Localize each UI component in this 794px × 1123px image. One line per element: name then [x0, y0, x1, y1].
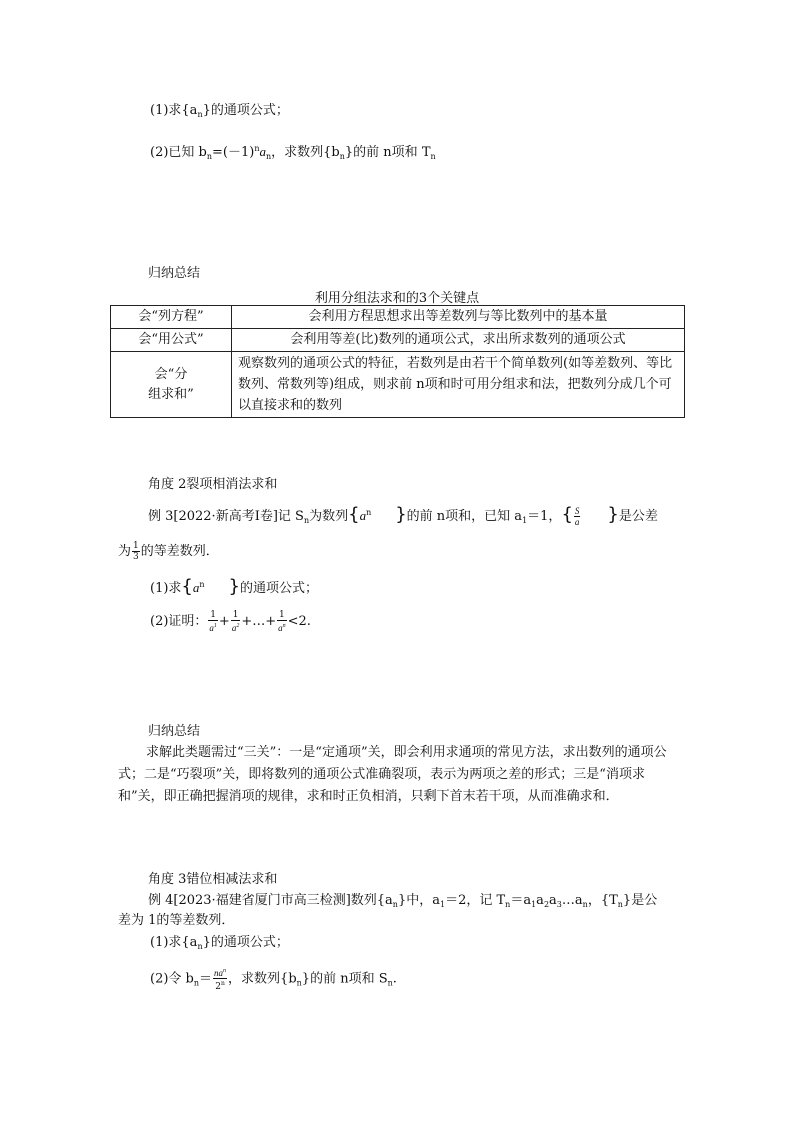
text: (2)证明：: [150, 614, 208, 629]
text: 例 3[2022·新高考Ⅰ卷]记 S: [148, 509, 304, 524]
text: a: [359, 508, 367, 523]
text: ＝a: [510, 893, 532, 908]
text: (1)求{a: [150, 103, 198, 118]
fraction: [132, 541, 140, 562]
summary-label-2: 归纳总结: [148, 724, 201, 739]
text: a: [192, 580, 200, 595]
text: 2: [215, 982, 221, 992]
example-4-part-1: [150, 935, 289, 955]
subscript: n: [387, 978, 393, 988]
subscript: n: [206, 152, 213, 161]
key-line: 组求和”: [148, 386, 194, 402]
text: }是公: [622, 893, 658, 908]
text: .: [392, 971, 397, 987]
brace-icon: }: [395, 504, 407, 525]
question-part-2: [150, 141, 436, 165]
text: 为数列: [309, 509, 349, 524]
text: ＝2，记 T: [445, 893, 506, 908]
numerator: [213, 966, 227, 979]
text: <2.: [287, 614, 311, 629]
text: 是公差: [618, 509, 658, 524]
numerator: S: [574, 506, 580, 516]
text: ＝1，: [527, 509, 562, 524]
subscript: 3: [556, 900, 562, 909]
subscript: 1: [522, 516, 528, 525]
denominator: a: [574, 517, 580, 527]
subscript: n: [266, 152, 272, 161]
text: a: [549, 893, 557, 908]
brace-icon: {: [561, 504, 573, 525]
subscript: n: [339, 152, 345, 161]
example-4-line-2: 差为 1的等差数列．: [118, 913, 235, 928]
key-points-table: [110, 305, 685, 418]
fraction: [213, 966, 227, 992]
example-3-part-1: [150, 577, 318, 597]
text: na: [214, 968, 224, 978]
angle3-heading: 角度 3错位相减法求和: [148, 872, 278, 887]
denominator: $a^n$: [278, 623, 286, 633]
text: a: [259, 144, 266, 159]
superscript: n: [220, 980, 225, 987]
text: a: [536, 893, 544, 908]
text: ，{T: [587, 893, 618, 908]
text: }的前 n项和 S: [301, 971, 388, 987]
example-3-line-1: [148, 505, 658, 529]
text: 为: [118, 544, 132, 559]
subscript: 1: [531, 900, 537, 909]
text: (2)已知 b: [150, 145, 207, 160]
text: }的通项公式；: [202, 935, 289, 950]
numerator: 1: [133, 541, 139, 551]
angle2-heading: 角度 2裂项相消法求和: [148, 477, 278, 492]
table-row: [111, 329, 685, 352]
table-cell-key: 会“用公式”: [111, 329, 232, 352]
table-cell-value: 会利用等差(比)数列的通项公式，求出所求数列的通项公式: [232, 329, 685, 352]
question-part-1: [150, 103, 289, 123]
superscript: n: [366, 508, 372, 517]
superscript: n: [254, 144, 260, 153]
text: …a: [561, 893, 583, 908]
example-4-line-1: [148, 893, 657, 913]
text: =(－1): [212, 145, 255, 160]
numerator: 1: [210, 610, 217, 620]
text: 的等差数列．: [140, 544, 219, 559]
table-title: 利用分组法求和的3个关键点: [314, 291, 480, 306]
subscript: n: [430, 152, 436, 161]
subscript: n: [296, 978, 302, 988]
text: ＝: [199, 971, 213, 987]
fraction: [277, 610, 287, 633]
text: (1)求{a: [150, 935, 198, 950]
subscript: n: [505, 900, 511, 909]
subscript: n: [193, 978, 200, 988]
denominator: [213, 979, 227, 992]
text: 例 4[2023·福建省厦门市高三检测]数列{a: [148, 893, 393, 908]
table-cell-value: 观察数列的通项公式的特征，若数列是由若干个简单数列(如等差数列、等比数列、常数列等)组成，则求前 n项和时可用分组求和法，把数列分成几个可以直接求和的数列: [232, 352, 685, 418]
fraction: [208, 610, 218, 633]
subscript: 2: [543, 900, 550, 909]
numerator: 1: [279, 610, 285, 620]
text: ，求数列{b: [228, 971, 297, 987]
denominator: 3: [133, 552, 139, 562]
text: (2)令 b: [150, 971, 194, 987]
subscript: n: [197, 110, 203, 119]
numerator: 1: [232, 610, 239, 620]
brace-icon: }: [228, 576, 240, 597]
brace-icon: {: [181, 576, 193, 597]
subscript: 1: [439, 900, 446, 909]
subscript: n: [197, 942, 203, 951]
subscript: n: [303, 516, 310, 525]
example-3-line-2: [118, 541, 219, 562]
text: ，求数列{b: [271, 145, 340, 160]
table-row: [111, 352, 685, 418]
denominator: $a^1$: [209, 623, 217, 633]
superscript: n: [199, 580, 205, 589]
text: (1)求: [150, 581, 182, 596]
subscript: n: [617, 900, 623, 909]
summary-label-1: 归纳总结: [148, 266, 201, 281]
text: 的通项公式；: [239, 581, 318, 596]
table-cell-key: 会“列方程”: [111, 306, 232, 329]
fraction: [574, 506, 581, 527]
text: 的前 n项和，已知 a: [406, 509, 523, 524]
table-cell-value: 会利用方程思想求出等差数列与等比数列中的基本量: [232, 306, 685, 329]
denominator: $a^2$: [231, 623, 240, 633]
example-4-part-2: [150, 966, 397, 992]
fraction: [231, 610, 241, 633]
brace-icon: {: [348, 504, 360, 525]
text: }的通项公式；: [202, 103, 289, 118]
table-cell-key: [111, 352, 232, 418]
text: }的前 n项和 T: [344, 145, 431, 160]
brace-icon: }: [607, 504, 619, 525]
table-row: [111, 306, 685, 329]
key-line: 会“分: [154, 366, 188, 382]
subscript: n: [392, 900, 398, 909]
superscript: n: [223, 968, 227, 974]
summary-paragraph: 求解此类题需过“三关”：一是“定通项”关，即会利用求通项的常见方法，求出数列的通项公式；二是“巧裂项”关，即将数列的通项公式准确裂项，表示为两项之差的形式；三是“消项求和”关，即正确把握消项的规律，求和时正负相消，只剩下首末若干项，从而准确求和．: [118, 745, 667, 804]
text: }中，a: [397, 893, 440, 908]
subscript: n: [582, 900, 588, 909]
example-3-part-2: (2)证明： $\frac{1}{a^1}$ + $\frac{1}{a^2}$ +…+ $\frac{1}{a^n}$ <2.: [150, 610, 311, 633]
